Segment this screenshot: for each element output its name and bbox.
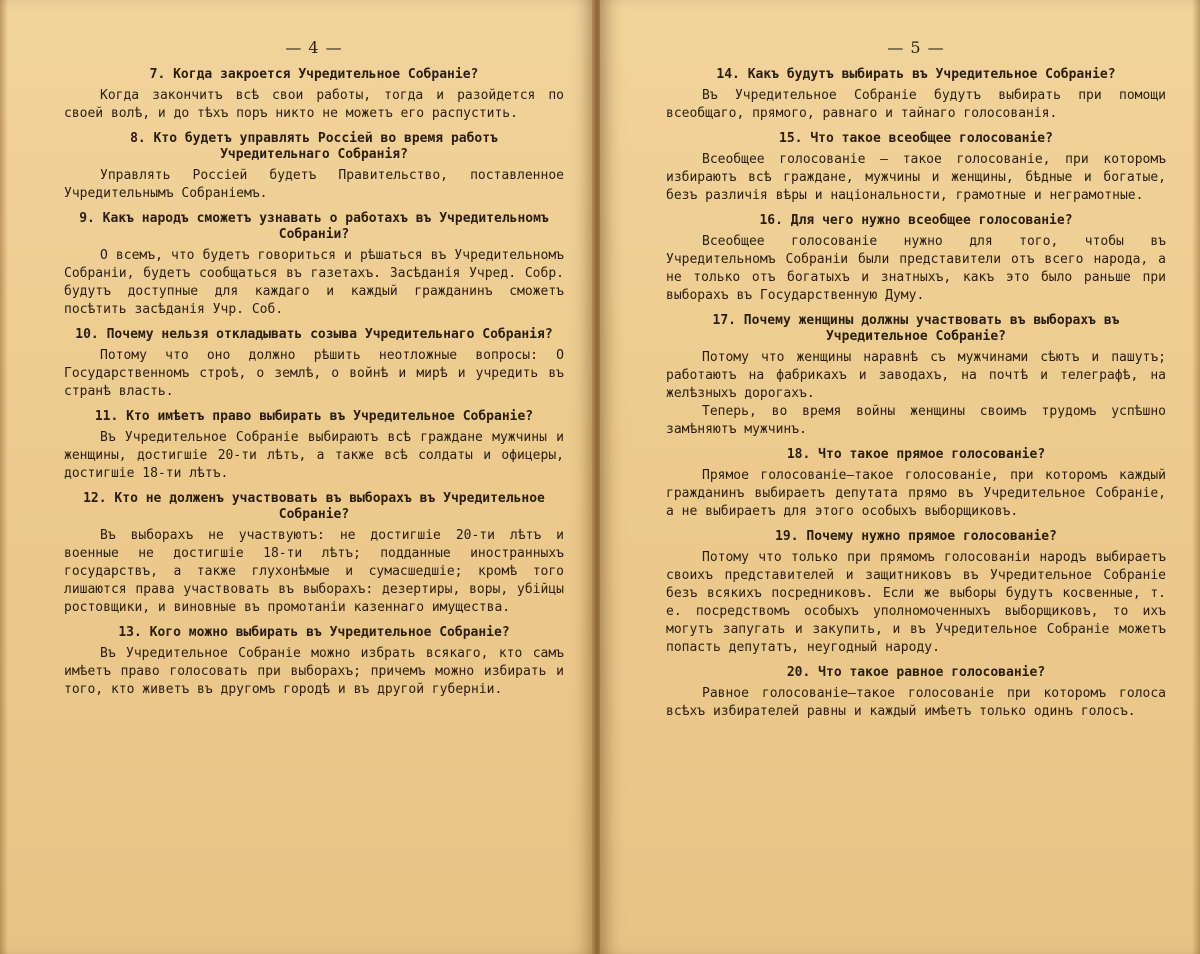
answer-11-text: Въ Учредительное Собраніе выбираютъ всѣ граждане мужчины и женщины, достигшіе 20-ти лѣтъ, а также всѣ солдаты и офицеры, достигшіе 18-ти лѣтъ. bbox=[64, 430, 564, 481]
left-page bbox=[0, 0, 594, 954]
answer-17-text: Потому что женщины наравнѣ съ мужчинами сѣютъ и пашутъ; работаютъ на фабрикахъ и заводахъ, на почтѣ и телеграфѣ, на желѣзныхъ дорогахъ. bbox=[666, 350, 1166, 401]
right-page bbox=[600, 0, 1200, 954]
question-14-heading: 14. Какъ будутъ выбирать въ Учредительное Собраніе? bbox=[716, 67, 1116, 82]
answer-10-text: Потому что оно должно рѣшить неотложные вопросы: О Государственномъ строѣ, о землѣ, о войнѣ и мирѣ и учредить въ странѣ власть. bbox=[64, 348, 564, 399]
question-8-heading: 8. Кто будетъ управлять Россіей во время работъ Учредительнаго Собранія? bbox=[130, 131, 498, 162]
question-16-heading: 16. Для чего нужно всеобщее голосованіе? bbox=[759, 213, 1073, 228]
question-7-heading: 7. Когда закроется Учредительное Собраніе? bbox=[149, 67, 479, 82]
answer-19-text: Потому что только при прямомъ голосованіи народъ выбираетъ своихъ представителей и защитниковъ въ Учредительное Собраніе безъ всякихъ посредниковъ. Если же выборы будутъ косвенные, т. е. посредствомъ особыхъ уполномоченныхъ выборщиковъ, то ихъ могутъ запугать и закупить, и въ Учредительное Собраніе можетъ попасть депутатъ, неугодный народу. bbox=[666, 550, 1166, 655]
answer-15-text: Всеобщее голосованіе — такое голосованіе, при которомъ избираютъ всѣ граждане, мужчины и женщины, бѣдные и богатые, безъ различія вѣры и національности, грамотные и неграмотные. bbox=[666, 152, 1166, 203]
right-page-edge bbox=[1192, 0, 1200, 954]
question-10-heading: 10. Почему нельзя откладывать созыва Учредительнаго Собранія? bbox=[75, 327, 553, 342]
answer-17-text-continued: Теперь, во время войны женщины своимъ трудомъ успѣшно замѣняютъ мужчинъ. bbox=[666, 404, 1166, 437]
answer-18-text: Прямое голосованіе—такое голосованіе, при которомъ каждый гражданинъ выбираетъ депутата прямо въ Учредительное Собраніе, а не выбираетъ для этого особыхъ выборщиковъ. bbox=[666, 468, 1166, 519]
answer-8-text: Управлять Россіей будетъ Правительство, поставленное Учредительнымъ Собраніемъ. bbox=[64, 168, 564, 201]
page-number: — 5 — bbox=[887, 38, 945, 57]
question-20-heading: 20. Что такое равное голосованіе? bbox=[786, 665, 1046, 680]
question-17-heading: 17. Почему женщины должны участвовать въ выборахъ въ Учредительное Собраніе? bbox=[712, 313, 1120, 344]
answer-20-text: Равное голосованіе—такое голосованіе при которомъ голоса всѣхъ избирателей равны и каждый имѣетъ только одинъ голосъ. bbox=[666, 686, 1166, 719]
answer-9-text: О всемъ, что будетъ говориться и рѣшаться въ Учредительномъ Собраніи, будетъ сообщаться въ газетахъ. Засѣданія Учред. Собр. будутъ доступные для каждаго и каждый гражданинъ сможетъ посѣтить засѣданія Учр. Соб. bbox=[64, 248, 564, 317]
answer-12-text: Въ выборахъ не участвуютъ: не достигшіе 20-ти лѣтъ и военные не достигшіе 18-ти лѣтъ; подданные иностранныхъ государствъ, а также глухонѣмые и сумасшедшіе; кромѣ того лишаются права участвовать въ выборахъ: дезертиры, воры, убійцы ростовщики, и виновные въ промотаніи казеннаго имущества. bbox=[64, 528, 564, 615]
left-page-content bbox=[64, 38, 564, 707]
left-page-edge bbox=[0, 0, 8, 954]
question-19-heading: 19. Почему нужно прямое голосованіе? bbox=[775, 529, 1057, 544]
answer-16-text: Всеобщее голосованіе нужно для того, чтобы въ Учредительномъ Собраніи были представители отъ всего народа, а не только отъ богатыхъ и знатныхъ, какъ это было раньше при выборахъ въ Государственную Думу. bbox=[666, 234, 1166, 303]
question-18-heading: 18. Что такое прямое голосованіе? bbox=[786, 447, 1046, 462]
question-9-heading: 9. Какъ народъ сможетъ узнавать о работахъ въ Учредительномъ Собраніи? bbox=[79, 211, 549, 242]
answer-13-text: Въ Учредительное Собраніе можно избрать всякаго, кто самъ имѣетъ право голосовать при выборахъ; причемъ можно избирать и того, кто живетъ въ другомъ городѣ и въ другой губерніи. bbox=[64, 646, 564, 697]
question-13-heading: 13. Кого можно выбирать въ Учредительное Собраніе? bbox=[118, 625, 510, 640]
right-page-content bbox=[666, 38, 1166, 729]
question-11-heading: 11. Кто имѣетъ право выбирать въ Учредительное Собраніе? bbox=[94, 409, 534, 424]
question-12-heading: 12. Кто не долженъ участвовать въ выборахъ въ Учредительное Собраніе? bbox=[83, 491, 545, 522]
answer-7-text: Когда закончитъ всѣ свои работы, тогда и разойдется по своей волѣ, и до тѣхъ поръ никто не можетъ его распустить. bbox=[64, 88, 564, 121]
question-15-heading: 15. Что такое всеобщее голосованіе? bbox=[779, 131, 1053, 146]
page-number: — 4 — bbox=[285, 38, 343, 57]
answer-14-text: Въ Учредительное Собраніе будутъ выбирать при помощи всеобщаго, прямого, равнаго и тайнаго голосованія. bbox=[666, 88, 1166, 121]
